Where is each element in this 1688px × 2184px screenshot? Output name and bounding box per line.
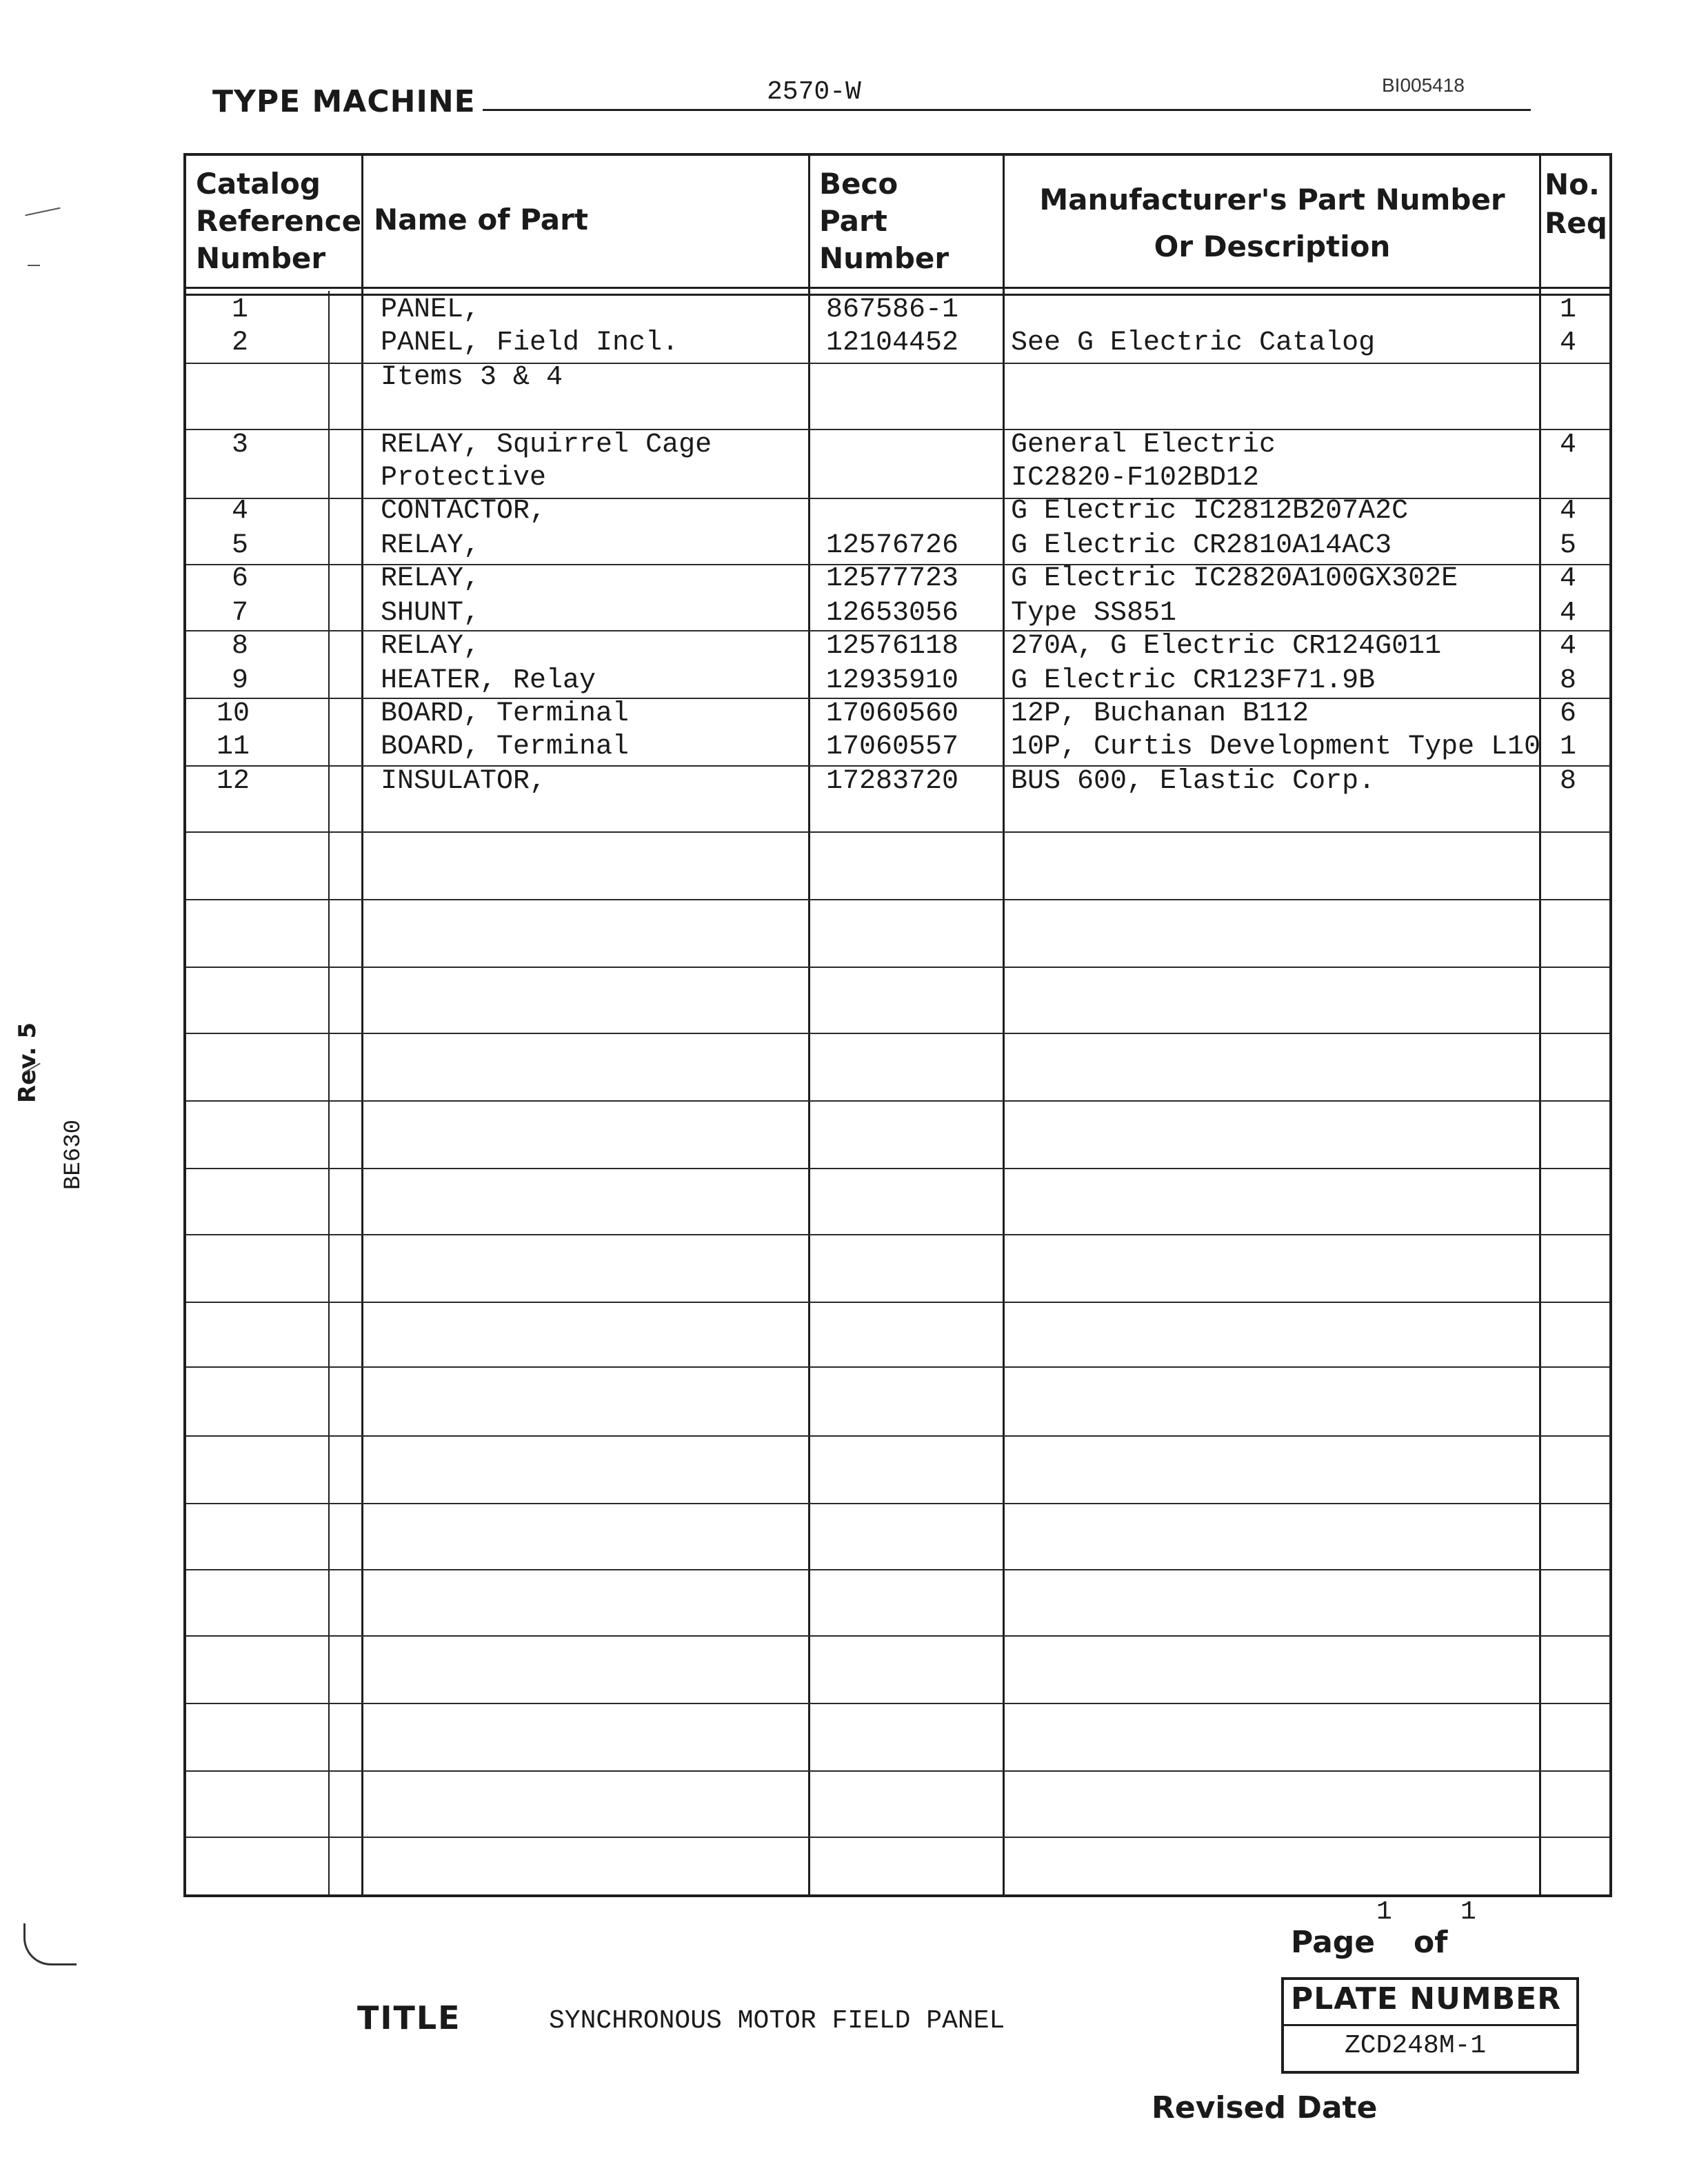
row-ref: 9 — [232, 665, 249, 696]
row-rule — [186, 967, 1609, 968]
row-name: BOARD, Terminal — [381, 698, 630, 729]
header-manufacturer-part-number — [1005, 176, 1539, 270]
document-id: BI005418 — [1382, 74, 1465, 96]
row-mfr: IC2820-F102BD12 — [1011, 463, 1260, 494]
row-beco: 12935910 — [826, 665, 959, 696]
row-name: BOARD, Terminal — [381, 731, 630, 762]
row-rule — [186, 1635, 1609, 1637]
type-machine-value: 2570-W — [767, 77, 861, 107]
row-rule — [186, 1302, 1609, 1303]
row-name: PANEL, — [381, 294, 481, 325]
col-divider-ref-inner — [328, 291, 330, 1897]
row-mfr: G Electric CR2810A14AC3 — [1011, 530, 1392, 561]
row-qty: 4 — [1560, 327, 1577, 358]
row-rule — [186, 1033, 1609, 1034]
row-ref: 10 — [217, 698, 250, 729]
row-mfr: 270A, G Electric CR124G011 — [1011, 631, 1442, 662]
row-name: RELAY, — [381, 530, 481, 561]
row-mfr: 12P, Buchanan B112 — [1011, 698, 1309, 729]
title-value: SYNCHRONOUS MOTOR FIELD PANEL — [549, 2006, 1005, 2036]
page-label: Page — [1291, 1925, 1376, 1960]
header-manufacturer-line-2: Or Description — [1154, 230, 1391, 263]
of-label: of — [1414, 1925, 1448, 1960]
header-name-of-part: Name of Part — [374, 203, 588, 236]
punch-hole-mark — [23, 1923, 77, 1965]
plate-number-label: PLATE NUMBER — [1291, 1981, 1562, 2016]
row-rule — [186, 1837, 1609, 1838]
row-name: RELAY, — [381, 563, 481, 594]
header-catalog-line-3: Number — [196, 241, 326, 275]
row-rule — [186, 1770, 1609, 1772]
row-ref: 2 — [232, 327, 249, 358]
header-catalog-line-2: Reference — [196, 204, 362, 238]
row-beco: 12577723 — [826, 563, 959, 594]
row-mfr: G Electric CR123F71.9B — [1011, 665, 1376, 696]
header-number-required — [1545, 165, 1607, 243]
row-name: RELAY, Squirrel Cage — [381, 429, 712, 461]
header-catalog-reference — [196, 165, 361, 277]
header-beco-part-number — [819, 165, 949, 277]
header-beco-line-3: Number — [819, 241, 950, 275]
row-mfr: BUS 600, Elastic Corp. — [1011, 766, 1376, 797]
row-rule — [186, 899, 1609, 900]
row-rule — [186, 1100, 1609, 1102]
row-beco: 17060560 — [826, 698, 959, 729]
row-beco: 867586-1 — [826, 294, 959, 325]
row-ref: 6 — [232, 563, 249, 594]
row-rule — [186, 831, 1609, 833]
row-qty: 1 — [1560, 731, 1577, 762]
type-machine-label: TYPE MACHINE — [212, 84, 476, 119]
row-ref: 5 — [232, 530, 249, 561]
row-qty: 4 — [1560, 429, 1577, 461]
row-rule — [186, 1366, 1609, 1368]
row-beco: 17283720 — [826, 766, 959, 797]
row-ref: 4 — [232, 496, 249, 527]
header-no-line-2: Req — [1545, 206, 1607, 240]
header-catalog-line-1: Catalog — [196, 167, 321, 201]
revision-note: Rev. 5 — [14, 1022, 41, 1103]
header-rule-1 — [186, 287, 1609, 289]
header-beco-line-1: Beco — [819, 167, 898, 201]
row-qty: 8 — [1560, 766, 1577, 797]
page-number: 1 — [1376, 1897, 1392, 1927]
row-ref: 12 — [217, 766, 250, 797]
row-name: Protective — [381, 463, 547, 494]
header-no-line-1: No. — [1545, 168, 1600, 201]
row-name: PANEL, Field Incl. — [381, 327, 679, 358]
row-ref: 8 — [232, 631, 249, 662]
margin-mark — [28, 265, 40, 266]
row-beco: 12576118 — [826, 631, 959, 662]
row-ref: 7 — [232, 598, 249, 629]
revised-date-label: Revised Date — [1152, 2090, 1378, 2125]
row-qty: 4 — [1560, 598, 1577, 629]
row-mfr: See G Electric Catalog — [1011, 327, 1376, 358]
row-ref: 3 — [232, 429, 249, 461]
header-beco-line-2: Part — [819, 204, 887, 238]
row-beco: 12104452 — [826, 327, 959, 358]
header-manufacturer-line-1: Manufacturer's Part Number — [1039, 183, 1505, 216]
row-beco: 12653056 — [826, 598, 959, 629]
row-ref: 11 — [217, 731, 250, 762]
row-name: RELAY, — [381, 631, 481, 662]
row-rule — [186, 1503, 1609, 1504]
page-total: 1 — [1460, 1897, 1476, 1927]
row-name: Items 3 & 4 — [381, 362, 563, 393]
row-rule — [186, 1703, 1609, 1704]
parts-table — [183, 153, 1612, 1897]
row-rule — [186, 1234, 1609, 1235]
row-mfr: G Electric IC2820A100GX302E — [1011, 563, 1458, 594]
row-mfr: G Electric IC2812B207A2C — [1011, 496, 1409, 527]
row-qty: 5 — [1560, 530, 1577, 561]
type-machine-underline — [483, 109, 1531, 111]
title-label: TITLE — [357, 1999, 461, 2036]
row-name: SHUNT, — [381, 598, 481, 629]
row-qty: 1 — [1560, 294, 1577, 325]
row-name: INSULATOR, — [381, 766, 547, 797]
row-qty: 4 — [1560, 563, 1577, 594]
row-rule — [186, 1168, 1609, 1169]
row-beco: 17060557 — [826, 731, 959, 762]
row-name: CONTACTOR, — [381, 496, 547, 527]
row-qty: 6 — [1560, 698, 1577, 729]
row-qty: 8 — [1560, 665, 1577, 696]
row-qty: 4 — [1560, 631, 1577, 662]
row-mfr: 10P, Curtis Development Type L10 — [1011, 731, 1541, 762]
row-beco: 12576726 — [826, 530, 959, 561]
plate-number-value: ZCD248M-1 — [1345, 2031, 1487, 2061]
form-code: BE630 — [61, 1119, 87, 1190]
row-rule — [186, 1569, 1609, 1570]
row-mfr: General Electric — [1011, 429, 1276, 461]
row-mfr: Type SS851 — [1011, 598, 1177, 629]
margin-mark — [25, 208, 60, 216]
row-rule — [186, 1435, 1609, 1437]
row-name: HEATER, Relay — [381, 665, 596, 696]
row-ref: 1 — [232, 294, 249, 325]
row-qty: 4 — [1560, 496, 1577, 527]
plate-number-divider — [1281, 2024, 1579, 2026]
